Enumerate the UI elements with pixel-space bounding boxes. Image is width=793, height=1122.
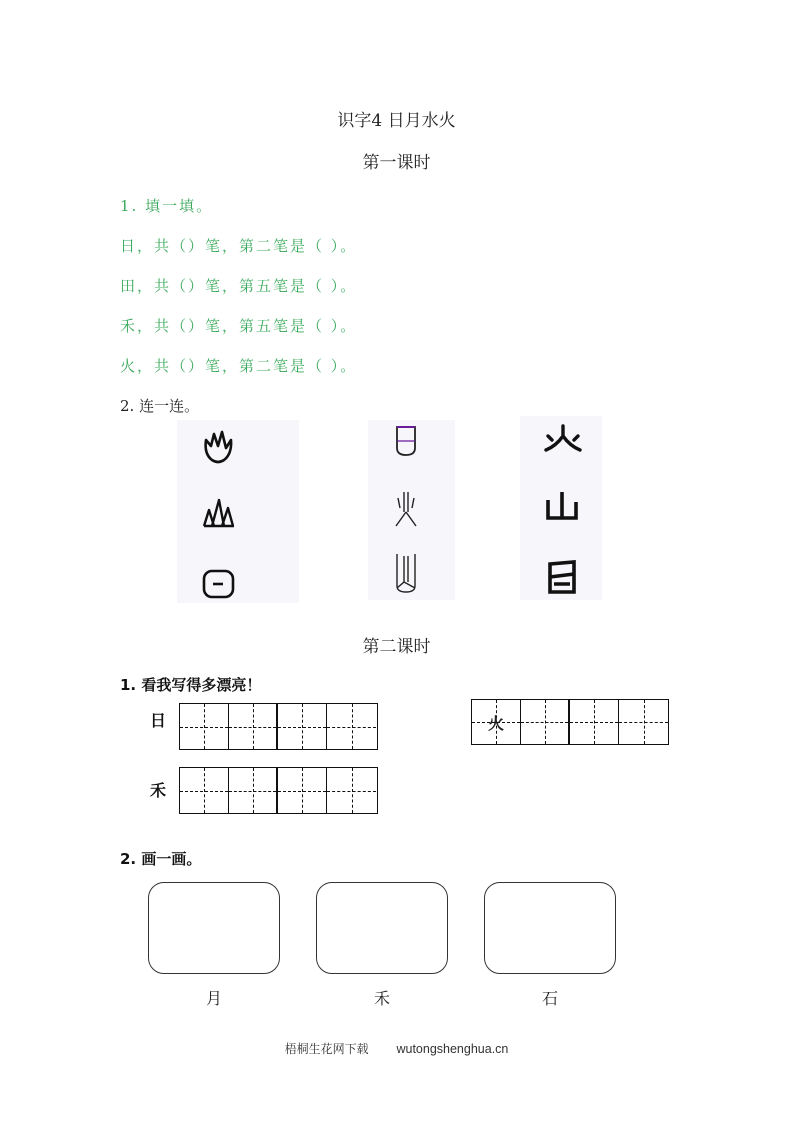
drawing-box-shi[interactable] xyxy=(484,882,616,974)
ri-ancient-script-icon[interactable] xyxy=(394,424,418,458)
drawing-label-yue: 月 xyxy=(205,989,222,1008)
drawing-box-yue[interactable] xyxy=(148,882,280,974)
huo-ancient-script-icon[interactable] xyxy=(394,490,418,528)
ri-seal-script-icon[interactable] xyxy=(546,560,578,594)
writing-grid-ri[interactable] xyxy=(179,703,378,750)
shan-ancient-script-icon[interactable] xyxy=(394,552,418,594)
footer-site-name: 梧桐生花网下载 xyxy=(284,1042,369,1056)
writing-cell[interactable] xyxy=(180,768,229,813)
fill-in-heading: 1. 填一填。 xyxy=(120,197,214,215)
fill-in-line-huo: 火，共（）笔，第二笔是（ ）。 xyxy=(120,357,358,375)
pictograph-column xyxy=(177,420,299,603)
draw-heading: 2. 画一画。 xyxy=(120,850,202,868)
footer xyxy=(0,1040,793,1057)
writing-cell[interactable] xyxy=(327,768,376,813)
writing-cell[interactable] xyxy=(619,700,668,744)
writing-cell[interactable] xyxy=(472,700,521,744)
lesson-1-heading: 第一课时 xyxy=(362,153,431,173)
writing-cell[interactable] xyxy=(521,700,570,744)
writing-cell[interactable] xyxy=(278,704,327,749)
write-heading: 1. 看我写得多漂亮！ xyxy=(120,676,262,694)
fire-pictograph-icon[interactable] xyxy=(202,428,236,466)
write-row-label-ri: 日 xyxy=(150,711,167,730)
fill-in-line-tian: 田，共（）笔，第五笔是（ ）。 xyxy=(120,277,358,295)
write-row-label-he: 禾 xyxy=(150,781,167,800)
drawing-label-shi: 石 xyxy=(541,989,558,1008)
writing-grid-huo[interactable] xyxy=(471,699,669,745)
huo-seal-script-icon[interactable] xyxy=(542,424,584,454)
fill-in-line-ri: 日，共（）笔，第二笔是（ ）。 xyxy=(120,237,358,255)
writing-grid-he[interactable] xyxy=(179,767,378,814)
drawing-box-he[interactable] xyxy=(316,882,448,974)
mountain-pictograph-icon[interactable] xyxy=(202,498,236,528)
lesson-2-heading: 第二课时 xyxy=(362,637,431,657)
drawing-label-he: 禾 xyxy=(373,989,390,1008)
sun-pictograph-icon[interactable] xyxy=(201,568,237,600)
ancient-script-column xyxy=(368,420,455,600)
shan-seal-script-icon[interactable] xyxy=(544,490,580,522)
page-title: 识字4 日月水火 xyxy=(337,111,456,131)
writing-cell[interactable] xyxy=(229,768,278,813)
seal-script-column xyxy=(520,416,602,600)
writing-cell[interactable] xyxy=(229,704,278,749)
writing-cell[interactable] xyxy=(180,704,229,749)
footer-url[interactable]: wutongshenghua.cn xyxy=(396,1042,509,1056)
prefilled-character-huo: 火 xyxy=(487,713,504,733)
match-heading: 2. 连一连。 xyxy=(120,397,200,415)
fill-in-line-he: 禾，共（）笔，第五笔是（ ）。 xyxy=(120,317,358,335)
writing-cell[interactable] xyxy=(278,768,327,813)
writing-cell[interactable] xyxy=(327,704,376,749)
writing-cell[interactable] xyxy=(570,700,619,744)
